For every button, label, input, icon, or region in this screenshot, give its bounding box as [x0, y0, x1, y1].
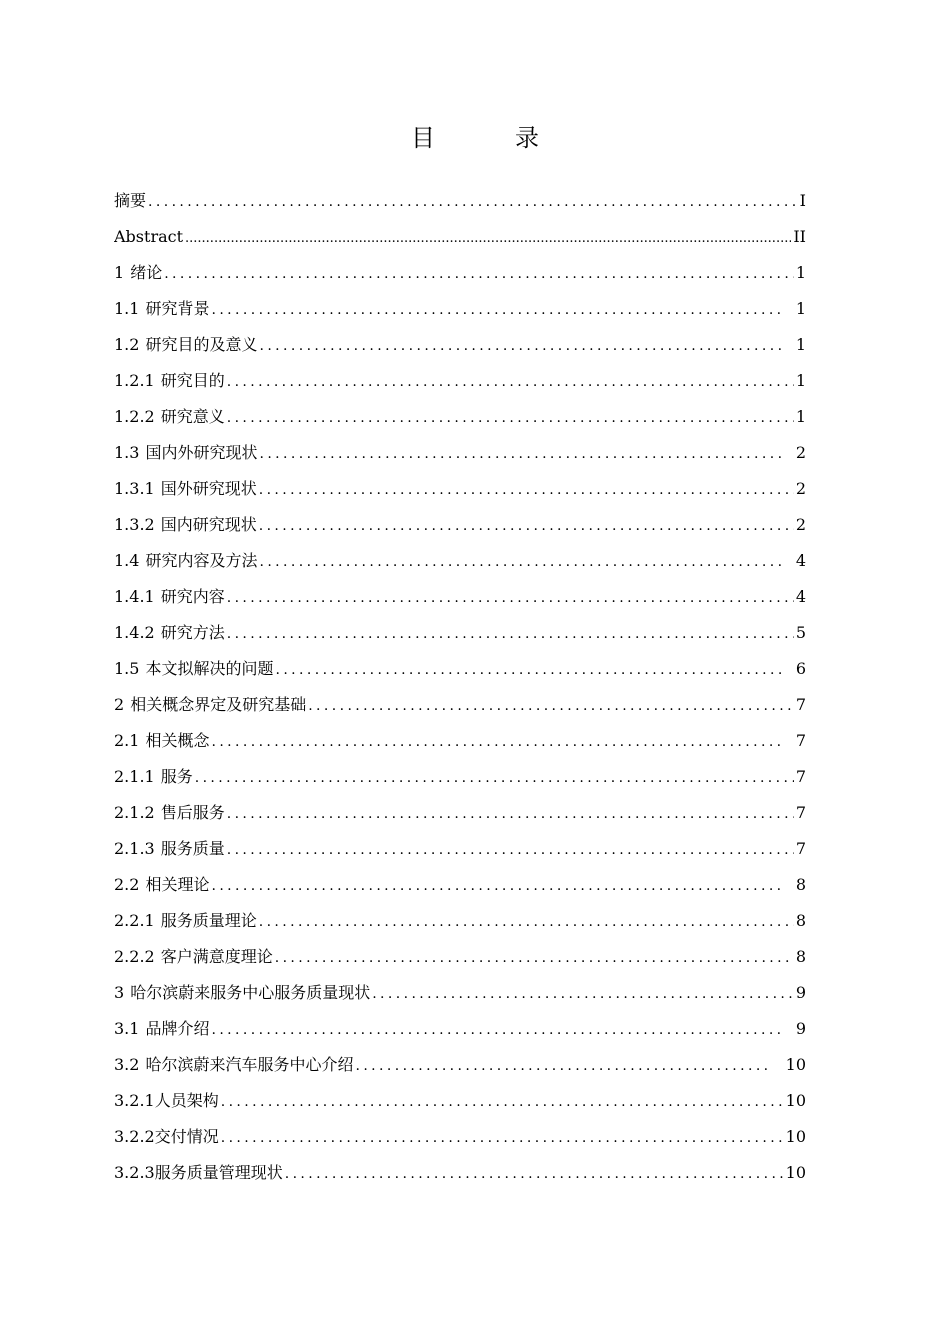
toc-entry-page: 1 — [795, 335, 806, 354]
toc-entry-page: II — [793, 227, 806, 246]
toc-entry[interactable] — [114, 1086, 806, 1122]
toc-entry-label: 服务质量理论 — [160, 911, 257, 930]
toc-entry-label: 研究目的及意义 — [145, 335, 258, 354]
toc-entry-number: 2.2.1 — [114, 911, 155, 930]
toc-leader-dots — [183, 224, 791, 254]
toc-entry-number: 3 — [114, 983, 125, 1002]
toc-entry-label: 研究意义 — [160, 407, 225, 426]
toc-entry-page: 10 — [785, 1127, 806, 1146]
toc-entry-page: 10 — [785, 1163, 806, 1182]
toc-entry-label: 哈尔滨蔚来服务中心服务质量现状 — [130, 983, 371, 1002]
toc-entry[interactable] — [114, 942, 806, 978]
toc-entry[interactable] — [114, 546, 806, 582]
toc-entry-number: 3.2 — [114, 1055, 140, 1074]
toc-entry[interactable] — [114, 474, 806, 510]
toc-leader-dots — [257, 475, 794, 505]
toc-entry-number: 1.1 — [114, 299, 140, 318]
toc-entry[interactable] — [114, 726, 806, 762]
toc-entry[interactable] — [114, 1050, 806, 1086]
toc-list — [114, 186, 806, 1194]
toc-entry-page: 7 — [795, 695, 806, 714]
toc-entry-label: 国内研究现状 — [160, 515, 257, 534]
toc-entry[interactable] — [114, 870, 806, 906]
toc-entry[interactable] — [114, 582, 806, 618]
toc-entry-number: 1.4.2 — [114, 623, 155, 642]
toc-leader-dots — [306, 691, 794, 721]
toc-entry-number: 2.2.2 — [114, 947, 155, 966]
toc-entry[interactable] — [114, 258, 806, 294]
toc-leader-dots — [225, 619, 794, 649]
toc-entry-label: 服务 — [160, 767, 193, 786]
toc-leader-dots — [209, 295, 781, 325]
toc-entry-number: 2.2 — [114, 875, 140, 894]
toc-entry-number: 3.2.1 — [114, 1091, 155, 1110]
toc-entry-label: 客户满意度理论 — [160, 947, 273, 966]
toc-entry-page: 7 — [795, 803, 806, 822]
toc-entry-page: 8 — [795, 911, 806, 930]
toc-leader-dots — [273, 943, 794, 973]
toc-entry[interactable] — [114, 906, 806, 942]
toc-leader-dots — [353, 1051, 771, 1081]
toc-leader-dots — [273, 655, 781, 685]
toc-leader-dots — [225, 403, 794, 433]
toc-entry[interactable] — [114, 762, 806, 798]
toc-leader-dots — [225, 799, 794, 829]
toc-entry-abstract-en[interactable] — [114, 222, 806, 258]
toc-entry[interactable] — [114, 978, 806, 1014]
toc-entry-page: 4 — [795, 551, 806, 570]
toc-entry-number: 2.1.3 — [114, 839, 155, 858]
toc-entry[interactable] — [114, 438, 806, 474]
toc-entry-label: 品牌介绍 — [145, 1019, 210, 1038]
toc-entry-label: 研究方法 — [160, 623, 225, 642]
toc-entry-label: 绪论 — [130, 263, 163, 282]
toc-entry-label: 摘要 — [114, 191, 147, 210]
toc-entry-label: 相关概念界定及研究基础 — [130, 695, 307, 714]
toc-entry-number: 1.3.2 — [114, 515, 155, 534]
toc-entry-number: 1 — [114, 263, 125, 282]
toc-title: 目 录 — [411, 124, 567, 152]
toc-entry-number: 1.2.1 — [114, 371, 155, 390]
toc-entry-label: 国内外研究现状 — [145, 443, 258, 462]
toc-entry-number: 1.2 — [114, 335, 140, 354]
toc-entry-label: 国外研究现状 — [160, 479, 257, 498]
toc-leader-dots — [146, 187, 798, 217]
toc-entry-page: 1 — [795, 299, 806, 318]
toc-entry-label: Abstract — [114, 227, 184, 246]
toc-leader-dots — [219, 1123, 784, 1153]
toc-entry-label: 本文拟解决的问题 — [145, 659, 274, 678]
toc-entry-number: 3.2.2 — [114, 1127, 155, 1146]
toc-entry-page: 7 — [795, 767, 806, 786]
toc-entry-page: 1 — [795, 371, 806, 390]
toc-entry-number: 2 — [114, 695, 125, 714]
toc-entry-page: 7 — [795, 839, 806, 858]
toc-entry-number: 1.2.2 — [114, 407, 155, 426]
toc-entry-number: 2.1.1 — [114, 767, 155, 786]
toc-entry-label: 交付情况 — [154, 1127, 219, 1146]
toc-entry-page: 9 — [795, 1019, 806, 1038]
toc-leader-dots — [209, 871, 781, 901]
toc-entry-number: 1.4.1 — [114, 587, 155, 606]
toc-entry-label: 研究目的 — [160, 371, 225, 390]
toc-leader-dots — [257, 511, 794, 541]
toc-entry-number: 3.2.3 — [114, 1163, 155, 1182]
toc-leader-dots — [257, 907, 794, 937]
toc-leader-dots — [225, 583, 794, 613]
toc-leader-dots — [225, 367, 794, 397]
toc-leader-dots — [209, 727, 781, 757]
toc-leader-dots — [370, 979, 794, 1009]
toc-entry[interactable] — [114, 1158, 806, 1194]
toc-entry-page: 10 — [785, 1055, 806, 1074]
toc-entry-label: 服务质量 — [160, 839, 225, 858]
toc-entry-page: 9 — [795, 983, 806, 1002]
toc-entry[interactable] — [114, 690, 806, 726]
toc-entry-label: 相关概念 — [145, 731, 210, 750]
toc-entry-page: 2 — [795, 479, 806, 498]
toc-entry[interactable] — [114, 402, 806, 438]
toc-entry[interactable] — [114, 366, 806, 402]
toc-entry-label: 研究内容及方法 — [145, 551, 258, 570]
toc-entry-page: 1 — [795, 263, 806, 282]
toc-entry-page: I — [799, 191, 806, 210]
toc-entry-page: 1 — [795, 407, 806, 426]
toc-entry-page: 8 — [795, 947, 806, 966]
toc-leader-dots — [209, 1015, 781, 1045]
toc-entry-page: 6 — [795, 659, 806, 678]
toc-entry[interactable] — [114, 618, 806, 654]
toc-entry[interactable] — [114, 1014, 806, 1050]
toc-leader-dots — [219, 1087, 784, 1117]
toc-entry-page: 4 — [795, 587, 806, 606]
toc-entry-label: 哈尔滨蔚来汽车服务中心介绍 — [145, 1055, 354, 1074]
toc-leader-dots — [257, 547, 781, 577]
toc-entry[interactable] — [114, 330, 806, 366]
toc-entry-number: 2.1.2 — [114, 803, 155, 822]
toc-leader-dots — [257, 439, 781, 469]
toc-entry[interactable] — [114, 654, 806, 690]
toc-leader-dots — [283, 1159, 784, 1189]
toc-entry[interactable] — [114, 1122, 806, 1158]
toc-entry-page: 10 — [785, 1091, 806, 1110]
toc-leader-dots — [225, 835, 794, 865]
toc-leader-dots — [257, 331, 781, 361]
toc-entry-number: 1.3 — [114, 443, 140, 462]
toc-entry-label: 研究内容 — [160, 587, 225, 606]
toc-entry-page: 2 — [795, 515, 806, 534]
toc-entry-page: 5 — [795, 623, 806, 642]
toc-entry-label: 服务质量管理现状 — [154, 1163, 283, 1182]
toc-entry-page: 2 — [795, 443, 806, 462]
toc-leader-dots — [162, 259, 794, 289]
toc-entry-page: 7 — [795, 731, 806, 750]
toc-leader-dots — [193, 763, 794, 793]
toc-entry-number: 1.3.1 — [114, 479, 155, 498]
toc-entry-number: 1.5 — [114, 659, 140, 678]
toc-entry-label: 研究背景 — [145, 299, 210, 318]
toc-entry[interactable] — [114, 834, 806, 870]
toc-entry[interactable] — [114, 294, 806, 330]
toc-entry[interactable] — [114, 510, 806, 546]
toc-entry-page: 8 — [795, 875, 806, 894]
toc-entry-number: 1.4 — [114, 551, 140, 570]
toc-entry-number: 3.1 — [114, 1019, 140, 1038]
toc-entry-label: 售后服务 — [160, 803, 225, 822]
toc-entry-label: 相关理论 — [145, 875, 210, 894]
toc-entry-number: 2.1 — [114, 731, 140, 750]
toc-entry[interactable] — [114, 798, 806, 834]
toc-entry-abstract-cn[interactable] — [114, 186, 806, 222]
toc-entry-label: 人员架构 — [154, 1091, 219, 1110]
